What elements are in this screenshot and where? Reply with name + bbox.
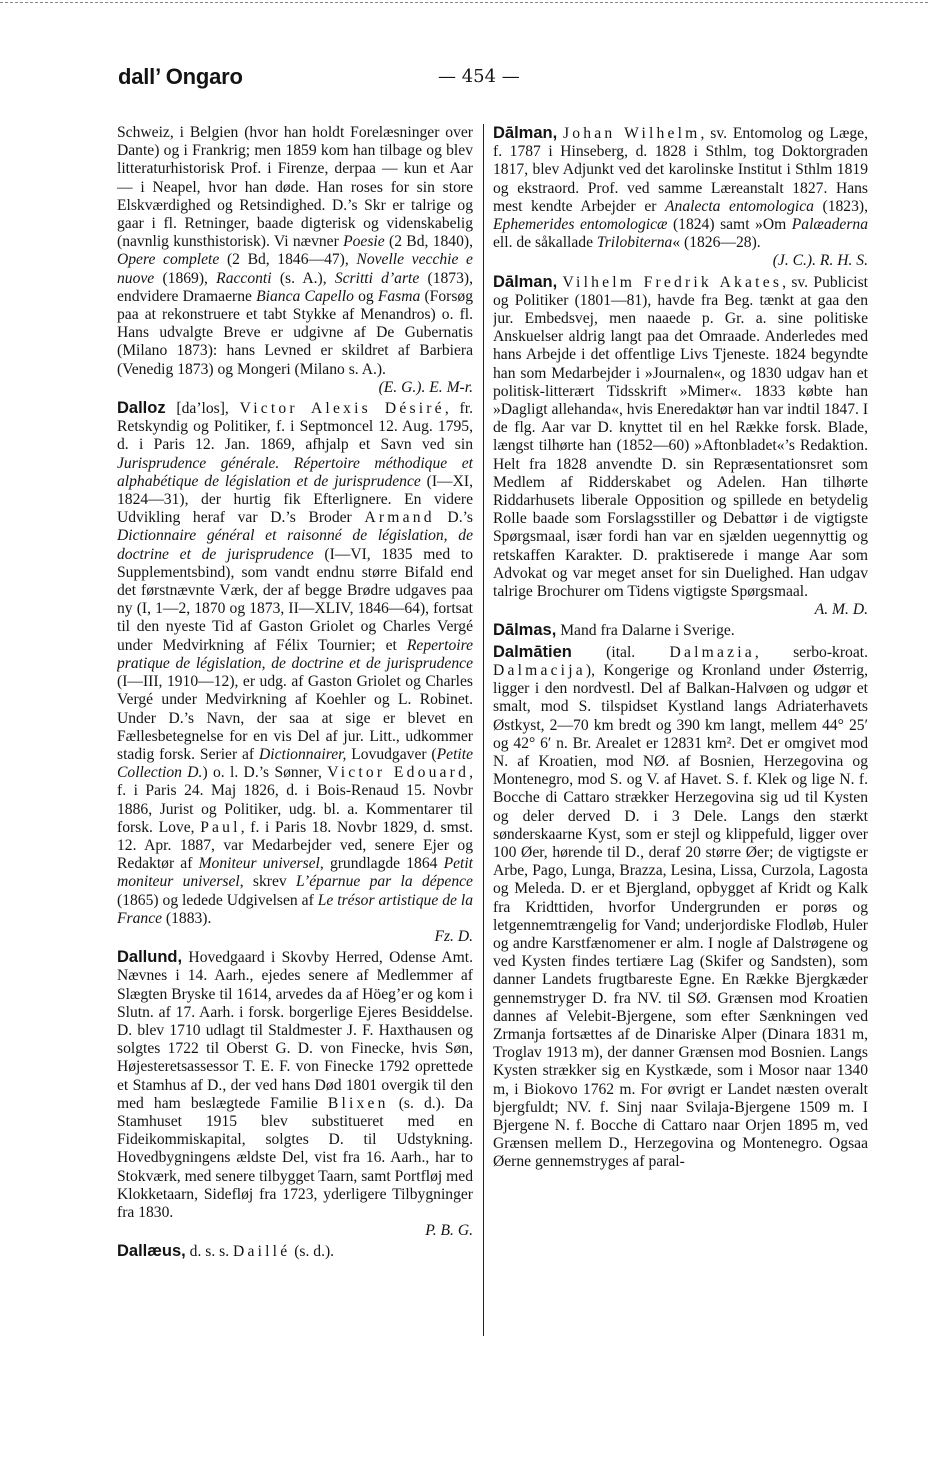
headword-dallaeus: Dallæus, bbox=[117, 1242, 186, 1261]
headword-dalloz: Dalloz bbox=[117, 399, 166, 418]
headword-dalmas: Dālmas, bbox=[493, 621, 557, 640]
entry-dalman-johan: Dālman, Johan Wilhelm, sv. Entomolog og Læge, f. 1787 i Hinseberg, d. 1828 i Sthlm, tog Doktorgraden 1817, blev Adjunkt ved det karolinske Institut i Sthlm 1819 og ekstraord. Prof. ved samme Læreanstalt 1827. Hans mest kendte Arbejder er Analecta entomologica (1823), Ephemerides entomologicæ (1824) samt »Om Palæaderna ell. de såkallade Trilobiterna« (1826—28). (J. C.). R. H. S. bbox=[493, 124, 868, 270]
column-divider bbox=[483, 124, 484, 1336]
entry-dalmas: Dālmas, Mand fra Dalarne i Sverige. bbox=[493, 621, 735, 640]
headword-dalmatien: Dalmātien bbox=[493, 642, 572, 661]
headword-dalman: Dālman, bbox=[493, 272, 558, 291]
entry-dalloz: Dalloz [da’los], Victor Alexis Désiré, fr. Retskyndig og Politiker, f. i Septmoncel 12. Aug. 1795, d. i Paris 12. Jan. 1869, afhjalp et Savn ved sin Jurisprudence générale. Répertoire méthodique et alphabétique de législation et de jurisprudence (I—XI, 1824—31), der hurtig fik Efterlignere. En videre Udvikling heraf var D.’s Broder Armand D.’s Dictionnaire général et raisonné de législation, de doctrine et de jurisprudence (I—VI, 1835 med to Supplementsbind), som vandt endnu større Bifald end det førstnævnte Værk, der af begge Brødre udgaves paa ny (I, 1—2, 1870 og 1873, II—XLIV, 1846—64), fortsat til den nyeste Tid af Gaston Griolet og Charles Vergé under Medvirkning af Félix Tournier; et Repertoire pratique de législation, de doctrine et de jurisprudence (I—III, 1910—12), er udg. af Gaston Griolet og Charles Vergé under Medvirkning af Koehler og L. Robinet. Under D.’s Navn, der saa at sige er blevet en Fællesbetegnelse for en vis Del af jur. Litt., udkommer stadig forsk. Serier af Dictionnairer, Lovudgaver (Petite Collection D.) o. l. D.’s Sønner, Victor Edouard, f. i Paris 24. Maj 1826, d. i Bois-Renaud 15. Novbr 1886, Jurist og Politiker, udg. bl. a. Kommentarer til forsk. Love, Paul, f. i Paris 18. Novbr 1829, d. smst. 12. Apr. 1887, var Medarbejder ved, senere Ejer og Redaktør af Moniteur universel, grundlagde 1864 Petit moniteur universel, skrev L’éparnue par la dépence (1865) og ledede Udgivelsen af Le trésor artistique de la France (1883). Fz. D. bbox=[117, 399, 473, 945]
page-header bbox=[0, 60, 928, 100]
entry-dall-ongaro-continuation: Schweiz, i Belgien (hvor han holdt Forelæsninger over Dante) og i Frankrig; men 1859 kom han tilbage og blev litteraturhistorisk Prof. i Firenze, derpaa — kun et Aar — i Neapel, hvor han døde. Han roses for sin store Elskværdighed og Retsindighed. D.’s Skr er talrige og gaar i fl. Retninger, baade digterisk og videnskabelig (navnlig kunsthistorisk). Vi nævner Poesie (2 Bd, 1840), Opere complete (2 Bd, 1846—47), Novelle vecchie e nuove (1869), Racconti (s. A.), Scritti d’arte (1873), endvidere Dramaerne Bianca Capello og Fasma (Forsøg paa at rekonstruere et tabt Stykke af Menandros) o. fl. Hans udvalgte Breve er udgivne af De Gubernatis (Milano 1873): hans Levned er skildret af Barbiera (Venedig 1873) og Mongeri (Milano s. A.). (E. G.). E. M-r. bbox=[117, 124, 473, 396]
author-signature: (J. C.). R. H. S. bbox=[772, 252, 868, 270]
author-signature: A. M. D. bbox=[814, 601, 868, 619]
author-signature: (E. G.). E. M-r. bbox=[378, 378, 473, 396]
entry-dallund: Dallund, Hovedgaard i Skovby Herred, Odense Amt. Nævnes i 14. Aarh., ejedes senere af Medlemmer af Slægten Bryske til 1614, arvedes da af Höeg’er og kom i Slutn. af 17. Aarh. i forsk. borgerlige Ejeres Besiddelse. D. blev 1710 udlagt til Staldmester J. F. Haxthausen og solgtes 1722 til Oberst G. D. von Finecke, hvis Søn, Højesteretsassessor T. E. F. von Finecke 1792 oprettede et Stamhus af D., der ved hans Død 1801 overgik til den med ham beslægtede Familie Blixen (s. d.). Da Stamhuset 1915 blev substitueret med en Fideikommiskapital, solgtes D. til Udstykning. Hovedbygningens ældste Del, vist fra 16. Aarh., har to Stokværk, med senere tilbygget Taarn, samt Portfløj med Klokketaarn, Sidefløj fra 1723, yderligere Tilbygninger fra 1830. P. B. G. bbox=[117, 948, 473, 1240]
scan-top-edge bbox=[0, 2, 928, 5]
entry-dallaeus: Dallæus, d. s. s. Daillé (s. d.). bbox=[117, 1242, 335, 1261]
right-column bbox=[493, 124, 868, 1344]
entry-dalmatien: Dalmātien (ital. Dalmazia, serbo-kroat. Dalmacija), Kongerige og Kronland under Østerrig, ligger i den nordvestl. Del af Balkan-Halvøen og udgør et smalt, mod S. tilspidset Kystland langs Adriaterhavets Østkyst, 2—70 km bredt og 390 km langt, mellem 44° 25′ og 42° 6′ n. Br. Arealet er 12831 km². Det er omgivet mod N. af Kroatien, mod NØ. af Bosnien, Herzegovina og Montenegro, mod S. og V. af Havet. S. f. Klek og lige N. f. Bocche di Cattaro strækker Herzegovina sig ud til Kysten og deler derved D. i 3 Dele. Langs den stærkt sønderskaarne Kyst, som er stejl og klippefuld, ligger over 100 Øer, hørende til D., deraf 20 større Øer; de vigtigste er Arbe, Pago, Lunga, Brazza, Lesina, Lissa, Curzola, Lagosta og Meleda. D. er et Bjergland, opbygget af Kridt og Kalk fra Kridttiden, hvorfor Undergrunden er porøs og letgennemtrængelig for Vand; underjordiske Flodløb, Huler og andre Karstfænomener er alm. I nogle af Dalstrøgene og ved Kysten findes tertiære Lag (Skifer og Sandsten), som danner Landets frugtbareste Egne. En Række Bjergkæder gennemstryger D. fra NV. til SØ. Grænsen mod Kroatien dannes af Velebit-Bjergene, som efter Sænkningen ved Zrmanja fortsættes af de Dinariske Alper (Dinara 1831 m, Troglav 1913 m), der danner Grænsen mod Bosnien. Langs Kysten strækker sig en Kystkæde, som i Mosor naar 1340 m, i Biokovo 1762 m. For øvrigt er Landet næsten overalt bjergfuldt; NV. f. Sinj naar Svilaja-Bjergene 1509 m. I Bjergene N. f. Bocche di Cattaro naar Orjen 1895 m, ved Grænsen mellem D., Herzegovina og Montenegro. Ogsaa Øerne gennemstryges af paral- bbox=[493, 642, 868, 1171]
author-signature: P. B. G. bbox=[425, 1222, 473, 1240]
left-column bbox=[117, 124, 473, 1344]
running-head-word: dall’ Ongaro bbox=[118, 64, 243, 89]
entry-dalman-vilhelm: Dālman, Vilhelm Fredrik Akates, sv. Publicist og Politiker (1801—81), havde fra Beg. tænkt at gaa den jur. Embedsvej, men naaede p. Gr. a. sine politiske Anskuelser aldrig langt paa det Omraade. Anderledes med hans Arbejde i det offentlige Livs Tjeneste. 1824 begyndte han som Medarbejder i »Journalen«, og 1830 udgav han et politisk-litterært Tidsskrift »Mimer«. 1833 købte han »Dagligt allehanda«, hvis Eneredaktør han var indtil 1847. I de flg. Aar var D. knyttet til en hel Række forsk. Blade, længst tilhørte han (1852—60) »Aftonbladet«’s Redaktion. Helt fra 1828 anvendte D. sin Repræsentationsret som Medlem af Ridderskabet og Adelen. Han tilhørte Riddarhusets liberale Opposition og spillede en betydelig Rolle baade som Forslagsstiller og Debattør i de vigtigste Spørgsmaal, især fordi han var en sjælden uegennyttig og retskaffen Karakter. D. praktiserede i mange Aar som Advokat og var meget anset for sin Duelighed. Han udgav talrige Brochurer om Tidens vigtigste Spørgsmaal. A. M. D. bbox=[493, 272, 868, 619]
headword-dallund: Dallund, bbox=[117, 948, 183, 967]
headword-dalman: Dālman, bbox=[493, 124, 558, 142]
author-signature: Fz. D. bbox=[434, 927, 473, 945]
page-number: — 454 — bbox=[438, 66, 520, 87]
